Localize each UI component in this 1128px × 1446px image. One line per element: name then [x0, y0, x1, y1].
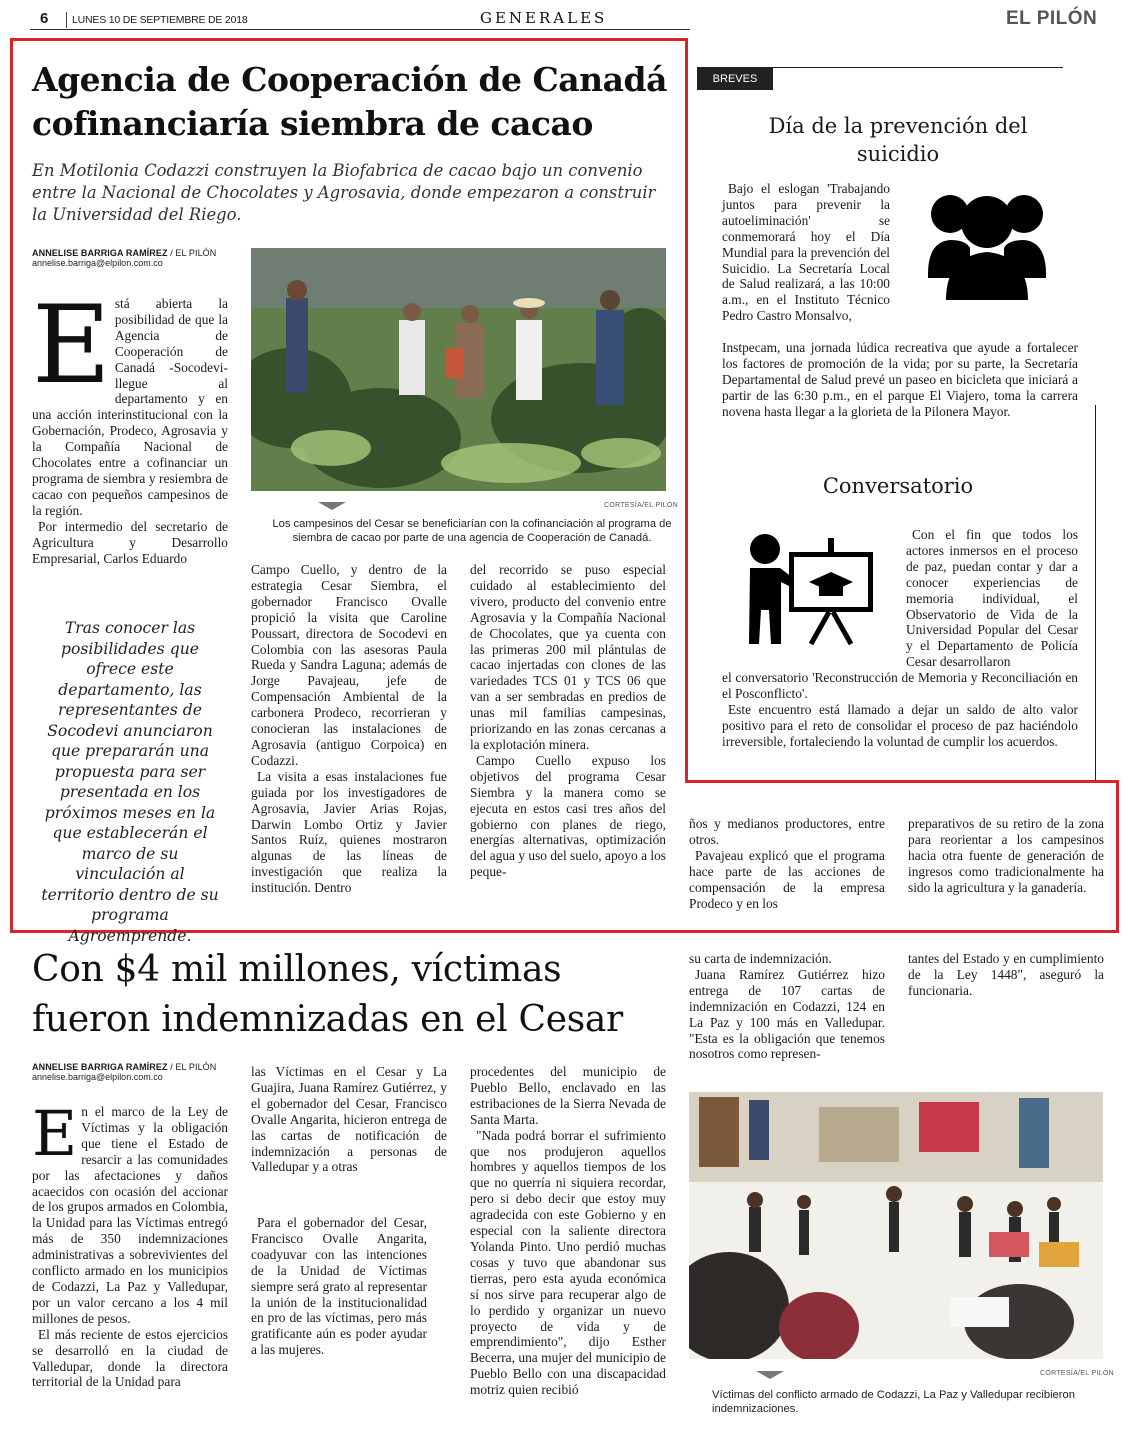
byline-author: ANNELISE BARRIGA RAMÍREZ — [32, 248, 168, 258]
breves-label: BREVES — [697, 68, 773, 90]
article1-col4-p1: ños y medianos productores, entre otros. — [689, 816, 885, 847]
article-frame-step — [685, 780, 1119, 783]
article1-col1-p1: stá abierta la posibilidad de que la Agencia de Cooperación de Canadá -Socodevi- llegue al departamento y en una acción interinstitucional con la Gobernación, Prodeco, Agrosavia y la Compañía Nacional de Chocolates entre a cofinanciar un programa de siembra y resiembra de cacao con pequeños campesinos de la región. — [32, 296, 228, 518]
breves-item2-paragraph-c: Este encuentro está llamado a dejar un saldo de alto valor positivo para el reto de consolidar el proceso de paz haciéndolo irreversible, fortaleciendo la voluntad de cumplir los acuerdos. — [722, 701, 1078, 749]
article1-photo-credit: CORTESÍA/EL PILÓN — [604, 502, 678, 509]
byline-outlet: / EL PILÓN — [170, 248, 217, 258]
breves-item1-text-a — [722, 181, 890, 324]
article2-col3-p2: "Nada podrá borrar el sufrimiento que nos produjeron aquellos hombres y aquellos tiempos de los que no querría ni siquiera recordar, pero si debo decir que estoy muy agradecida con este Gobierno y en especial con la saliente directora Yolanda Pinto. Uno perdió muchas cosas y tuvo que abandonar sus tierras, pero esta ayuda económica sí nos sirve para recuperar algo de lo perdido y organizar un nuevo proyecto de vida y de emprendimiento", dijo Esther Becerra, una mujer del municipio de Pueblo Bello con una discapacidad motriz quien recibió — [470, 1127, 666, 1398]
article2-photo — [689, 1092, 1103, 1359]
article2-col3-p1: procedentes del municipio de Pueblo Bello, enclavado en las estribaciones de la Sierra Nevada de Santa Marta. — [470, 1064, 666, 1127]
article1-col4-p2: Pavajeau explicó que el programa hace parte de las acciones de compensación de la empresa Prodeco y en los — [689, 847, 885, 911]
article1-col4 — [689, 816, 885, 911]
article1-photo — [251, 248, 666, 491]
article1-byline — [32, 248, 242, 268]
article1-pullquote: Tras conocer las posibilidades que ofrece este departamento, las representantes de Socodevi anunciaron que prepararán una propuesta para ser presentada en los próximos meses en la que establecerán el marco de su vinculación al territorio dentro de su programa Agroemprende. — [41, 619, 219, 945]
article2-col2-p1: las Víctimas en el Cesar y La Guajira, Juana Ramírez Gutiérrez, y el gobernador del Cesar, Francisco Ovalle Angarita, hicieron entrega de las cartas de notificación de indemnización a personas de Valledupar y a otras — [251, 1064, 447, 1175]
breves-item2-text-a — [906, 527, 1078, 670]
article1-col3 — [470, 562, 666, 880]
article1-col3-p2: Campo Cuello expuso los objetivos del programa Cesar Siembra y la manera como se ejecuta en estos casi tres años del gobierno con planes de riego, energías alternativas, optimización del agua y uso del suelo, apoyo a los peque- — [470, 752, 666, 880]
article1-subtitle: En Motilonia Codazzi construyen la Biofabrica de cacao bajo un convenio entre la Nacional de Chocolates y Agrosavia, donde empezaron a construir la Universidad del Riego. — [32, 161, 656, 224]
article1-col2-p1: Campo Cuello, y dentro de la estrategia Cesar Siembra, el gobernador Francisco Ovalle propició la visita que Caroline Poussart, directora de Socodevi en Colombia con las asesoras Paula Rueda y Sandra Laguna; además de Jorge Pavajeau, jefe de Compensación Ambiental de la carbonera Prodeco, recorrieran y conocieran las instalaciones de Agrosavia (antiguo Corpoica) en Codazzi. — [251, 562, 447, 768]
article1-headline — [32, 58, 682, 146]
article2-photo-caption: Víctimas del conflicto armado de Codazzi, La Paz y Valledupar recibieron indemnizaciones. — [712, 1389, 1075, 1415]
article1-photo-caption: Los campesinos del Cesar se beneficiarían con la cofinanciación al programa de siembra de cacao por parte de una agencia de Cooperación de Canadá. — [272, 518, 672, 544]
article-frame-left — [10, 38, 13, 933]
breves-item1-title: Día de la prevención del suicidio — [768, 114, 1028, 166]
article1-headline-line1: Agencia de Cooperación de Canadá — [32, 60, 668, 99]
article2-photo-credit: CORTESÍA/EL PILÓN — [1040, 1370, 1114, 1377]
page-header — [0, 0, 1128, 32]
article1-col5-p1: preparativos de su retiro de la zona para reorientar a los campesinos hacia otra fuente de generación de ingresos como tradicionalmente ha sido la agricultura y la ganadería. — [908, 816, 1104, 895]
page-date: LUNES 10 DE SEPTIEMBRE DE 2018 — [72, 14, 248, 26]
breves-item1-paragraph-b: Instpecam, una jornada lúdica recreativa que ayude a fortalecer los factores de promoción de la vida; por su parte, la Secretaría Departamental de Salud prevé un paseo en bicicleta que iniciará a partir de las 6:30 p.m., en el parque El Viajero, toma la carrera novena hasta llegar a la glorieta de la Pilonera Mayor. — [722, 340, 1078, 419]
photo1-pointer — [318, 502, 346, 510]
breves-right-rule — [1095, 405, 1096, 780]
page-number: 6 — [40, 10, 49, 27]
breves-item2-paragraph-b: el conversatorio 'Reconstrucción de Memoria y Reconciliación en el Posconflicto'. — [722, 670, 1078, 701]
byline2-email[interactable]: annelise.barriga@elpilon.com.co — [32, 1072, 163, 1082]
section-name: GENERALES — [480, 9, 608, 27]
article2-headline-line1: Con $4 mil millones, víctimas — [32, 949, 562, 990]
byline2-author: ANNELISE BARRIGA RAMÍREZ — [32, 1062, 168, 1072]
article1-col2 — [251, 562, 447, 896]
article2-col4-p1: su carta de indemnización. — [689, 951, 832, 966]
article1-col3-p1: del recorrido se puso especial cuidado al establecimiento del vivero, producto del convenio entre Agrosavia y la Compañía Nacional de Chocolates, que ya cuenta con las primeras 200 mil plántulas de cacao injertadas con clones de las variedades TCS 01 y TCS 06 que van a ser sembradas en predios de unas mil familias campesinas, priorizando en las zonas cercanas a la explotación minera. — [470, 562, 666, 752]
article2-col4 — [689, 951, 885, 1062]
breves-item1-text-b — [722, 340, 1078, 420]
breves-item2-title: Conversatorio — [822, 474, 974, 498]
presenter-board-icon — [745, 532, 875, 647]
group-people-icon — [926, 186, 1048, 301]
article1-col2-p2: La visita a esas instalaciones fue guiada por los investigadores de Agrosavia, Javier Arias Rojas, Darwin Lombo Ortiz y Javier Santos Ruíz, quienes mostraron algunas de las líneas de investigación que realiza la institución. Dentro — [251, 768, 447, 896]
article2-col1-p1: n el marco de la Ley de Víctimas y la obligación que tiene el Estado de resarcir a las comunidades por las afectaciones y daños acaecidos con ocasión del accionar de los grupos armados en Colombia, la Unidad para las Víctimas entregó más de 350 indemnizaciones administrativas a sobrevivientes del conflicto armado en los municipios de Codazzi, La Paz y Valledupar, por un valor cercano a los 4 mil millones de pesos. — [32, 1104, 228, 1326]
byline-email[interactable]: annelise.barriga@elpilon.com.co — [32, 258, 163, 268]
article2-headline-line2: fueron indemnizadas en el Cesar — [32, 999, 623, 1040]
article2-col1-p2: El más reciente de estos ejercicios se desarrolló en la ciudad de Valledupar, donde la directora territorial de la Unidad para — [32, 1326, 228, 1390]
article2-col3 — [470, 1064, 666, 1398]
breves-item2-text-bc — [722, 670, 1078, 750]
article1-headline-line2: cofinanciaría siembra de cacao — [32, 104, 593, 143]
article2-col2-p2: Para el gobernador del Cesar, Francisco Ovalle Angarita, coadyuvar con las intenciones de la Unidad de Víctimas siempre será grato al representar la unión de la institucionalidad en pro de las víctimas, pero más gratificante aún es poder ayudar a las mujeres. — [251, 1215, 427, 1358]
article2-col2a — [251, 1064, 447, 1175]
article1-col1-p2: Por intermedio del secretario de Agricultura y Desarrollo Empresarial, Carlos Eduardo — [32, 518, 228, 566]
article2-col1 — [32, 1097, 228, 1390]
cacao-nursery-scene — [251, 248, 666, 491]
victims-ceremony-scene — [689, 1092, 1103, 1359]
article2-col2b — [251, 1215, 427, 1358]
article-frame-right — [1116, 780, 1119, 933]
article1-col1 — [32, 283, 228, 566]
article-frame-mid — [685, 38, 688, 783]
photo2-pointer — [756, 1371, 784, 1379]
byline2-outlet: / EL PILÓN — [170, 1062, 217, 1072]
article-frame-top — [10, 38, 688, 41]
article2-col5 — [908, 951, 1104, 999]
header-rule — [30, 29, 690, 30]
article1-col5 — [908, 816, 1104, 896]
article2-byline — [32, 1062, 242, 1082]
header-divider — [66, 12, 67, 28]
article2-col4-p2: Juana Ramírez Gutiérrez hizo entrega de 107 cartas de indemnización en Codazzi, 124 en La Paz y 100 más en Valledupar. "Esta es la obligación que tenemos nosotros como represen- — [689, 966, 885, 1062]
article2-dropcap: E — [32, 1097, 78, 1170]
article1-dropcap: E — [32, 283, 111, 408]
breves-item1-paragraph-a: Bajo el eslogan 'Trabajando juntos para prevenir la autoeliminación' se conmemorará hoy el Día Mundial para la prevención del Suicidio. La Secretaría Local de Salud realizará, a las 10:00 a.m., en el Instituto Técnico Pedro Castro Monsalvo, — [722, 181, 890, 324]
article2-headline — [32, 945, 682, 1045]
masthead-logo: EL PILÓN — [1006, 8, 1098, 29]
article2-col5-p1: tantes del Estado y en cumplimiento de la Ley 1448", aseguró la funcionaria. — [908, 951, 1104, 998]
breves-item2-paragraph-a: Con el fin que todos los actores inmersos en el proceso de paz, puedan contar y dar a conocer experiencias de memoria individual, el Observatorio de Vida de la Universidad Popular del Cesar y el Departamento de Policía Cesar desarrollaron — [906, 527, 1078, 670]
